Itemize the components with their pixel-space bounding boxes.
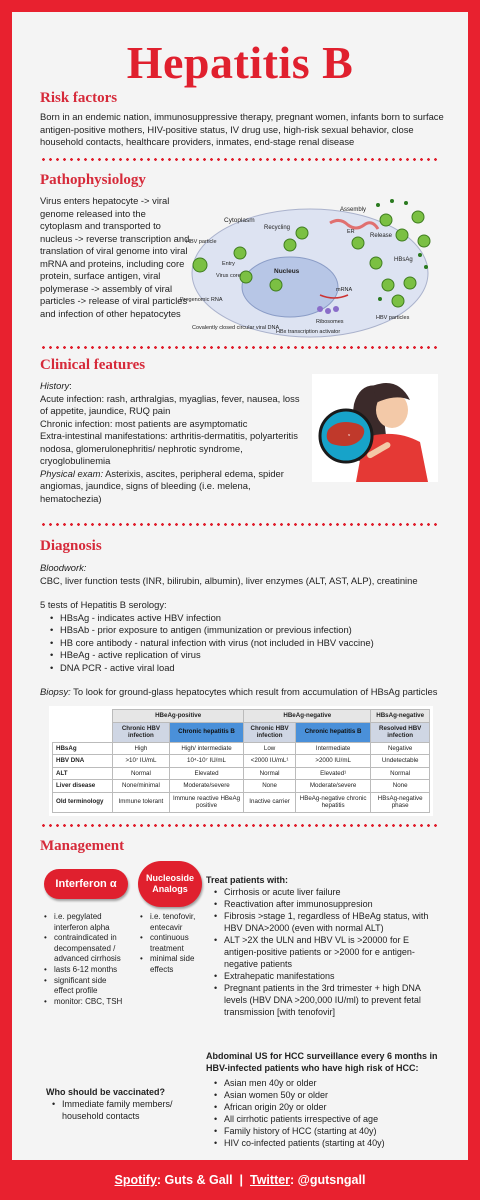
physical-exam-text: Asterixis, ascites, peripheral edema, spider angiomas, jaundice, signs of bleeding (i.e. melena, hematochezia)	[40, 467, 284, 504]
pathophysiology-text: Virus enters hepatocyte -> viral genome released into the cytoplasm and transported to nucleus -> reverse transcription and translation of viral genome into viral mRNA and proteins, including core protein, surface antigen, viral polymerase -> assembly of viral particles -> release of viral particles and infection of other hepatocytes	[40, 195, 190, 319]
cccdna-label: Covalently closed circular viral DNA	[192, 325, 280, 331]
vaccination	[46, 1086, 204, 1122]
infographic-card	[12, 12, 468, 1160]
list-item: • continuous treatment	[138, 933, 210, 954]
table-row: ALT Normal Elevated Normal Elevated¹ Normal	[53, 767, 430, 780]
hcc-surveillance	[206, 1050, 440, 1149]
list-item: • i.e. tenofovir, entecavir	[138, 912, 210, 933]
chronic-infection-text: Chronic infection: most patients are asymptomatic	[40, 417, 248, 429]
list-item: • contraindicated in decompensated / advanced cirrhosis	[42, 933, 128, 965]
list-item: • Reactivation after immunosuppresion	[212, 898, 438, 910]
nucleoside-analogs-pill: Nucleoside Analogs	[138, 861, 202, 907]
table-column-header: Chronic hepatitis B	[169, 722, 243, 742]
ribosome	[317, 306, 323, 312]
spotify-handle: : Guts & Gall	[156, 1173, 233, 1187]
virus-core	[296, 227, 308, 239]
pathophysiology-heading: Pathophysiology	[40, 172, 146, 188]
list-item: • Asian women 50y or older	[212, 1089, 440, 1101]
hbv-lifecycle-diagram	[180, 195, 432, 340]
list-item: • All cirrhotic patients irrespective of age	[212, 1113, 440, 1125]
table-row: HBV DNA >10⁷ IU/mL 10⁴-10⁷ IU/mL <2000 IU/mL¹ >2000 IU/mL Undetectable	[53, 755, 430, 768]
list-item: • HBsAb - prior exposure to antigen (immunization or previous infection)	[48, 624, 454, 637]
diagnosis-heading: Diagnosis	[40, 538, 102, 554]
hbv-particle	[412, 211, 424, 223]
list-item: • monitor: CBC, TSH	[42, 997, 128, 1008]
hbsag-label: HBsAg	[394, 257, 413, 263]
pregenomic-rna-label: Pregenomic RNA	[180, 297, 223, 303]
list-item: • Asian men 40y or older	[212, 1077, 440, 1089]
virus-core	[240, 271, 252, 283]
history-label: History	[40, 380, 70, 391]
clinical-features-heading: Clinical features	[40, 357, 146, 373]
nucleoside-points	[138, 912, 210, 976]
treatment-indications	[206, 874, 438, 1018]
list-item: • Cirrhosis or acute liver failure	[212, 886, 438, 898]
list-item: • ALT >2X the ULN and HBV VL is >20000 for E antigen-positive patients or >2000 for e antigen-negative patients	[212, 934, 438, 970]
list-item: • Extrahepatic manifestations	[212, 970, 438, 982]
list-item: • DNA PCR - active viral load	[48, 662, 454, 675]
table-row: HBsAg High High/ intermediate Low Intermediate Negative	[53, 742, 430, 755]
hbv-particle	[392, 295, 404, 307]
list-item: • Immediate family members/ household contacts	[50, 1098, 204, 1122]
twitter-handle: : @gutsngall	[290, 1173, 366, 1187]
list-item: • HBsAg - indicates active HBV infection	[48, 612, 454, 625]
footer-separator: |	[232, 1173, 250, 1187]
ribosome	[333, 306, 339, 312]
treat-list	[212, 886, 438, 1018]
hbx-label: HBx transcription activator	[276, 329, 341, 335]
list-item: • HIV co-infected patients (starting at 40y)	[212, 1137, 440, 1149]
risk-factors-text: Born in an endemic nation, immunosuppressive therapy, pregnant women, infants born to surface antigen-positive mothers, HIV-positive status, IV drug use, high-risk sexual behavior, close household contacts, healthcare providers, inmates, end-stage renal disease	[40, 111, 444, 147]
release-label: Release	[370, 233, 393, 239]
biopsy-text: To look for ground-glass hepatocytes which result from accumulation of HBsAg particles	[70, 686, 438, 697]
interferon-points	[42, 912, 128, 1007]
extra-intestinal-text: Extra-intestinal manifestations: arthritis-dermatitis, polyarteritis nodosa, glomerulonephritis/ nephrotic syndrome, cryoglobulinemia	[40, 430, 298, 466]
divider	[40, 346, 440, 349]
page-title: Hepatitis B	[126, 37, 354, 88]
list-item: • HBeAg - active replication of virus	[48, 649, 454, 662]
recycling-label: Recycling	[264, 225, 291, 231]
table-column-header: Chronic HBV infection	[113, 722, 170, 742]
hbv-particle-label: HBV particle	[186, 239, 217, 245]
patient-illustration	[310, 368, 442, 486]
footer	[0, 1160, 480, 1200]
interferon-pill: Interferon α	[44, 869, 128, 899]
vaccination-heading: Who should be vaccinated?	[46, 1087, 166, 1097]
hbv-particle	[382, 279, 394, 291]
hbv-particles-label: HBV particles	[376, 315, 410, 321]
list-item: • lasts 6-12 months	[42, 965, 128, 976]
hbv-particle	[418, 235, 430, 247]
list-item: • African origin 20y or older	[212, 1101, 440, 1113]
nucleus-shape	[242, 257, 338, 317]
virus-core	[370, 257, 382, 269]
vaccination-list	[50, 1098, 204, 1122]
bloodwork-label: Bloodwork:	[40, 562, 87, 573]
twitter-link[interactable]: Twitter	[250, 1173, 291, 1187]
hbv-phases-table	[52, 709, 430, 813]
list-item: • Family history of HCC (starting at 40y)	[212, 1125, 440, 1137]
list-item: • significant side effect profile	[42, 976, 128, 997]
table-column-header: Chronic HBV infection	[244, 722, 296, 742]
spotify-link[interactable]: Spotify	[114, 1173, 157, 1187]
list-item: • HB core antibody - natural infection with virus (not included in HBV vaccine)	[48, 637, 454, 650]
list-item: • minimal side effects	[138, 954, 210, 975]
table-group-header: HBsAg-negative	[371, 710, 430, 723]
hbv-particle	[380, 214, 392, 226]
list-item: • Fibrosis >stage 1, regardless of HBeAg status, with HBV DNA>2000 (even with normal ALT)	[212, 910, 438, 934]
divider	[40, 523, 440, 526]
hcc-heading: Abdominal US for HCC surveillance every 6 months in HBV-infected patients who have high risk of HCC:	[206, 1051, 438, 1073]
management-heading: Management	[40, 838, 125, 854]
divider	[40, 158, 440, 161]
diagnosis-body	[40, 562, 454, 699]
list-item: • Pregnant patients in the 3rd trimester + high DNA levels (HBV DNA >200,000 IU/ml) to prevent fetal transmission [with tenofovir]	[212, 982, 438, 1018]
ribosomes-label: Ribosomes	[316, 319, 344, 325]
hcc-list	[212, 1077, 440, 1149]
nucleus-label: Nucleus	[274, 268, 300, 275]
mrna-label: mRNA	[336, 287, 353, 293]
table-row: Old terminology Immune tolerant Immune reactive HBeAg positive Inactive carrier HBeAg-negative chronic hepatitis HBsAg-negative phase	[53, 792, 430, 812]
hbv-particle	[404, 277, 416, 289]
clinical-features-body: History: Acute infection: rash, arthralgias, myaglias, fever, nausea, loss of appetite, jaundice, RUQ pain Chronic infection: most patients are asymptomatic Extra-intestinal manifestations: arthritis-dermatitis, polyarteritis nodosa, glomerulonephritis/ nephrotic syndrome, cryoglobulinemia Physical exam: Asterixis, ascites, peripheral edema, spider angiomas, jaundice, signs of bleeding (i.e. melena, hematochezia)	[40, 380, 308, 505]
assembly-label: Assembly	[340, 207, 367, 213]
table-column-header: Chronic hepatitis B	[295, 722, 370, 742]
serology-test-list	[48, 612, 454, 675]
serology-intro: 5 tests of Hepatitis B serology:	[40, 599, 167, 610]
bloodwork-text: CBC, liver function tests (INR, bilirubin, albumin), liver enzymes (ALT, AST, ALP), creatinine	[40, 574, 418, 586]
list-item: • i.e. pegylated interferon alpha	[42, 912, 128, 933]
table-column-header: Resolved HBV infection	[371, 722, 430, 742]
virus-core-label: Virus core	[216, 273, 241, 279]
virus-core	[234, 247, 246, 259]
biopsy-label: Biopsy:	[40, 686, 71, 697]
cytoplasm-label: Cytoplasm	[224, 217, 255, 224]
virus-core	[352, 237, 364, 249]
physical-exam-label: Physical exam	[40, 467, 101, 479]
virus-core	[284, 239, 296, 251]
virus-core	[270, 279, 282, 291]
acute-infection-text: Acute infection: rash, arthralgias, myaglias, fever, nausea, loss of appetite, jaundice, RUQ pain	[40, 392, 300, 416]
table-group-header: HBeAg-negative	[244, 710, 371, 723]
entry-label: Entry	[222, 261, 235, 267]
treat-heading: Treat patients with:	[206, 875, 289, 885]
svg-text:ᵛ: ᵛ	[348, 433, 351, 440]
hbv-particle	[396, 229, 408, 241]
table-row: Liver disease None/minimal Moderate/severe None Moderate/severe None	[53, 780, 430, 793]
ribosome	[325, 308, 331, 314]
er-label: ER	[347, 229, 355, 235]
divider	[40, 824, 440, 827]
risk-factors-heading: Risk factors	[40, 90, 118, 106]
hbv-phases-table-panel	[49, 706, 433, 816]
table-group-header: HBeAg-positive	[113, 710, 244, 723]
hbv-particle	[193, 258, 207, 272]
